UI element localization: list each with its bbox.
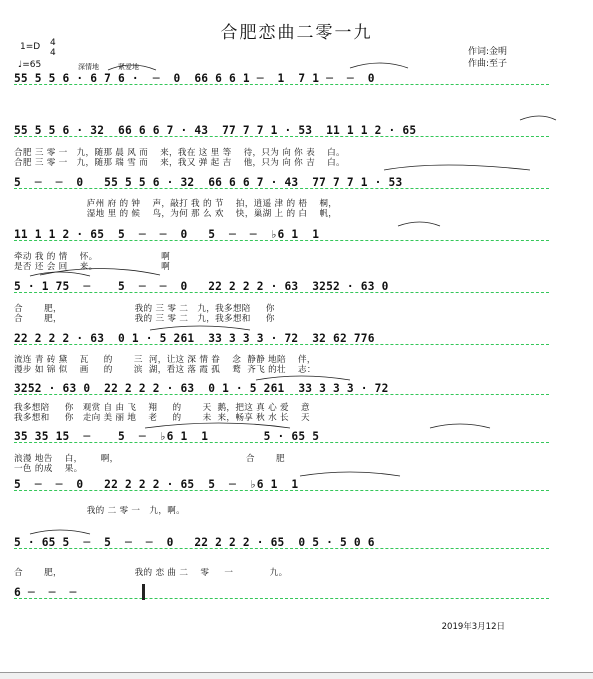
notes-line: 5 · 1 75 ─ 5 ─ ─ 0 22 2 2 2 · 63 3252 · 63 0 (14, 280, 389, 293)
lyric-verse-2: 是否 还 会 回 来。 啊 (14, 262, 171, 272)
lyric-verse-1: 合 肥， 我的 恋 曲 二 零 一 九。 (14, 568, 288, 578)
lyric-verse-2: 漫步 如 锦 似 画 的 滨 湖，看这 落 霞 孤 鹜 齐飞 的壮 志： (14, 365, 316, 375)
lyricist-credit: 作词:金明 (468, 47, 508, 57)
lyric-verse-2: 合肥 三 零 一 九，随那 瑞 雪 而 来，我又 弹 起 吉 他，只为 向 你 吉 白。 (14, 158, 345, 168)
notes-line: 35 35 15 ─ 5 ─ ♭6 1 1 5 · 65 5 (14, 430, 320, 443)
lyric-verse-1: 合肥 三 零 一 九，随那 晨 风 而 来，我在 这 里 等 待，只为 向 你 表 白。 (14, 148, 345, 158)
lyric-verse-1: 庐州 府 的 钟 声，敲打 我 的 节 拍，逍遥 津 的 梧 桐， (14, 199, 338, 209)
notes-line: 6 ─ ─ ─ (14, 586, 77, 599)
lyric-verse-2: 我多想和 你 走向 美 丽 地 老 的 未 来，畅享 秋 水 长 天 (14, 413, 310, 423)
notes-line: 3252 · 63 0 22 2 2 2 · 63 0 1 · 5 261 33 3 3 3 · 72 (14, 382, 389, 395)
expression-mark-1: 深情地 (78, 63, 99, 71)
time-signature-bottom: 4 (50, 48, 56, 58)
notes-line: 5 ─ ─ 0 22 2 2 2 · 65 5 ─ ♭6 1 1 (14, 478, 299, 491)
window-bottom-strip (0, 672, 593, 679)
lyric-verse-1: 我的 二 零 一 九，啊。 (14, 506, 185, 516)
tempo-marking: ♩=65 (18, 60, 42, 70)
lyric-verse-2: 合 肥， 我的 三 零 二 九，我多想和 你 (14, 314, 275, 324)
lyric-verse-1: 我多想陪 你 观赏 自 由 飞 翔 的 天 鹅，把这 真 心 爱 意 (14, 403, 310, 413)
notes-line: 22 2 2 2 · 63 0 1 · 5 261 33 3 3 3 · 72 32 62 776 (14, 332, 375, 345)
lyric-verse-1: 合 肥， 我的 三 零 二 九，我多想陪 你 (14, 304, 275, 314)
time-signature-top: 4 (50, 38, 56, 48)
lyric-verse-2: 湿地 里 的 候 鸟，为何 那 么 欢 快，巢湖 上 的 白 帆， (14, 209, 338, 219)
score-title: 合肥恋曲二零一九 (220, 23, 373, 43)
notes-line: 11 1 1 2 · 65 5 ─ ─ 0 5 ─ ─ ♭6 1 1 (14, 228, 320, 241)
notes-line: 55 5 5 6 · 6 7 6 · ─ 0 66 6 6 1 ─ 1 7 1 ─ ─ 0 (14, 72, 375, 85)
key-signature: 1=D (20, 42, 41, 52)
notes-line: 5 ─ ─ 0 55 5 5 6 · 32 66 6 6 7 · 43 77 7 7 1 · 53 (14, 176, 403, 189)
lyric-verse-1: 牵动 我 的 情 怀。 啊 (14, 252, 171, 262)
lyric-verse-2: 一色 的成 果。 (14, 464, 83, 474)
notes-line: 5 · 65 5 ─ 5 ─ ─ 0 22 2 2 2 · 65 0 5 · 5 0 6 (14, 536, 375, 549)
composer-credit: 作曲:至子 (468, 59, 508, 69)
notes-line: 55 5 5 6 · 32 66 6 6 7 · 43 77 7 7 1 · 53 11 1 1 2 · 65 (14, 124, 417, 137)
composition-date: 2019年3月12日 (441, 622, 505, 632)
lyric-verse-1: 浪漫 地告 白， 啊， 合 肥 (14, 454, 285, 464)
lyric-verse-1: 流连 青 砖 黛 瓦 的 三 河，让这 深 情 眷 念 静静 地陪 伴， (14, 355, 316, 365)
expression-mark-2: 紧爱地 (118, 63, 139, 71)
